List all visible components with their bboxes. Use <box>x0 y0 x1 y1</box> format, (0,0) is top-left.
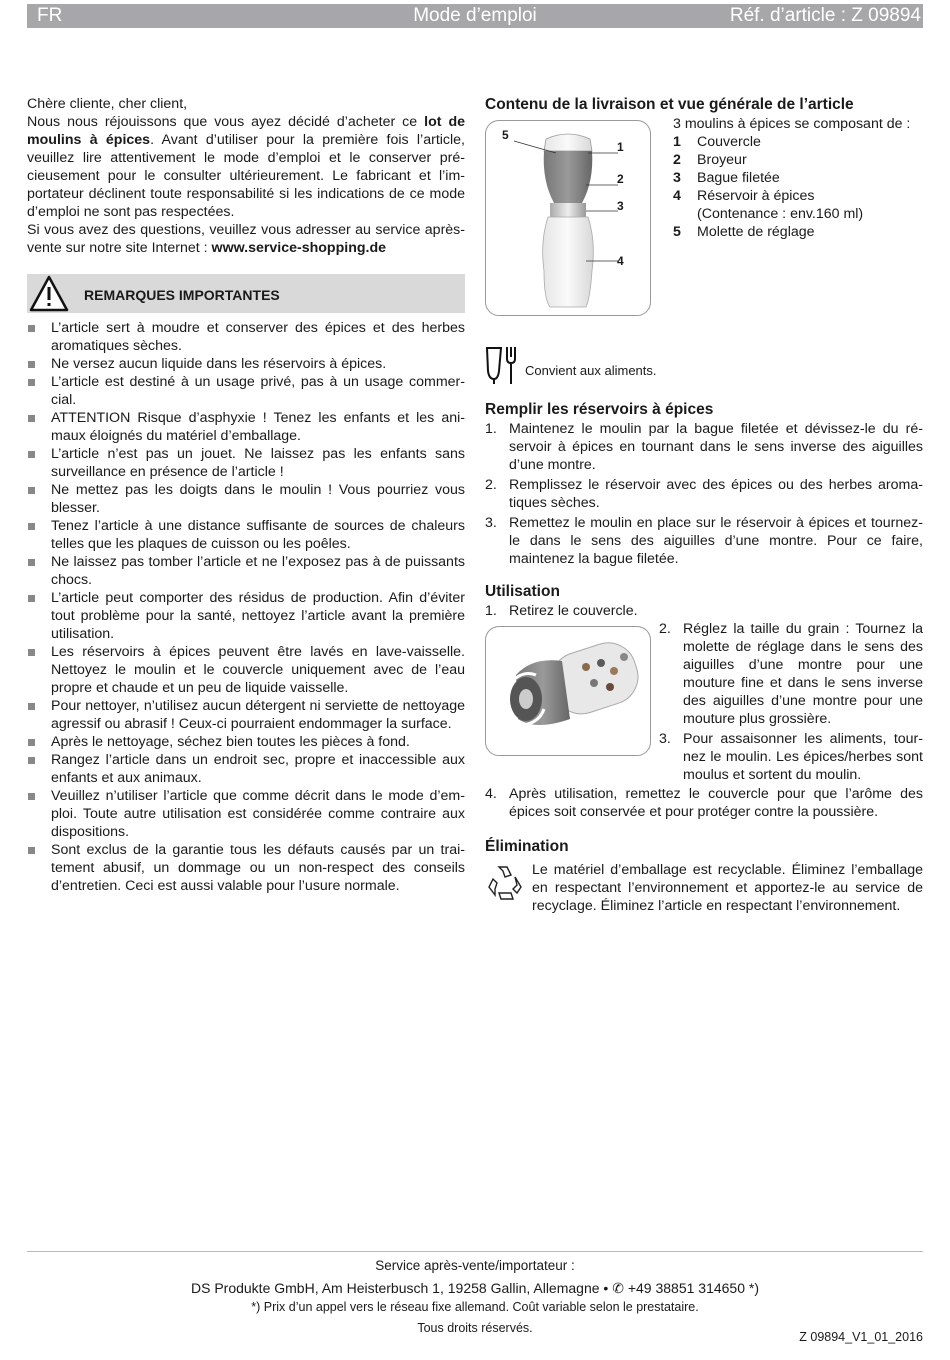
header-ref: Réf. d’article : Z 09894 <box>729 5 921 26</box>
food-safe-note <box>485 345 657 390</box>
footer-note: *) Prix d’un appel vers le réseau fixe allemand. Coût variable selon le prestataire. <box>251 1300 699 1314</box>
contents-title: Contenu de la livraison et vue générale de l’article <box>485 96 854 113</box>
fig-label-2: 2 <box>617 172 624 186</box>
part-number: 1 <box>673 134 681 150</box>
fig-label-3: 3 <box>617 199 624 213</box>
fill-title: Remplir les réservoirs à épices <box>485 401 714 418</box>
warning-item: Ne versez aucun liquide dans les réservoirs à épices. <box>27 355 465 373</box>
warning-item: Tenez l’article à une distance suffisante de sources de chaleurs telles que les plaques de cuisson ou les poêles. <box>27 517 465 553</box>
warning-item: Sont exclus de la garantie tous les défauts causés par un traitement abusif, un dommage ou un non-respect des conseils d’entretien. Ceci est aussi valable pour l’usure normale. <box>27 841 465 895</box>
part-label: Broyeur <box>697 152 747 168</box>
warning-item: Veuillez n’utiliser l’article que comme décrit dans le mode d’emploi. Toute autre utilisation est considérée comme contraire aux dispositions. <box>27 787 465 841</box>
disposal-title: Élimination <box>485 838 569 855</box>
footer-rights: Tous droits réservés. <box>417 1321 533 1335</box>
disposal-text: Le matériel d’emballage est recyclable. Éliminez l’emballage en respectant l’environnement et apportez-le au service de recyclage. Éliminez l’article en respectant l’environnement. <box>532 862 923 914</box>
fill-section <box>485 400 923 568</box>
product-name: lot de moulins à épices <box>27 114 465 148</box>
part-item <box>673 169 923 187</box>
header-bar <box>27 4 923 28</box>
part-number <box>673 205 697 223</box>
warning-header <box>27 274 465 313</box>
disposal-section <box>485 837 923 915</box>
service-link[interactable]: www.service-shopping.de <box>211 240 387 256</box>
grinder-illustration <box>486 121 650 315</box>
usage-step: 1. Retirez le couvercle. <box>485 603 638 619</box>
part-item <box>673 151 923 169</box>
parts-list <box>673 115 923 241</box>
usage-step: 4. Après utilisation, remettez le couvercle pour que l’arôme des épices soit conservée et pour protéger contre la poussière. <box>485 786 923 820</box>
parts-intro: 3 moulins à épices se composant de : <box>673 116 911 132</box>
part-number: 5 <box>673 224 681 240</box>
usage-steps-1 <box>485 602 923 620</box>
footer-version: Z 09894_V1_01_2016 <box>799 1330 923 1344</box>
warning-item: Ne mettez pas les doigts dans le moulin ! Vous pourriez vous blesser. <box>27 481 465 517</box>
warning-item: Ne laissez pas tomber l’article et ne l’exposez pas à de puissants chocs. <box>27 553 465 589</box>
part-number: 2 <box>673 152 681 168</box>
usage-step: 3. Pour assaisonner les aliments, tournez le moulin. Les épices/herbes sont moulus et sortent du moulin. <box>659 731 923 783</box>
part-item <box>673 223 923 241</box>
warning-triangle-icon <box>29 275 69 312</box>
right-column <box>485 95 923 914</box>
greeting: Chère cliente, cher client, <box>27 96 188 112</box>
usage-title: Utilisation <box>485 583 560 600</box>
warning-title: REMARQUES IMPORTANTES <box>84 287 280 303</box>
usage-step: 2. Réglez la taille du grain : Tournez la molette de réglage dans le sens des aiguilles d’une montre pour une mouture fine et dans le sens inverse des aiguilles d’une montre pour une mouture plus grossière. <box>659 621 923 727</box>
part-label: (Contenance : env.160 ml) <box>697 206 864 222</box>
fig-label-1: 1 <box>617 140 624 154</box>
fig-label-5: 5 <box>502 128 509 142</box>
fill-steps <box>485 420 923 568</box>
usage-steps-3 <box>485 785 923 821</box>
usage-steps-2 <box>659 620 923 784</box>
warning-item: L’article est destiné à un usage privé, pas à un usage commercial. <box>27 373 465 409</box>
fig-label-4: 4 <box>617 254 624 268</box>
part-item <box>673 205 923 223</box>
fill-step: 2. Remplissez le réservoir avec des épices ou des herbes aromatiques sèches. <box>485 477 923 511</box>
left-column <box>27 95 465 895</box>
part-label: Réservoir à épices <box>697 188 815 204</box>
warning-list <box>27 319 465 895</box>
warning-item: L’article n’est pas un jouet. Ne laissez pas les enfants sans surveillance en présence de l’article ! <box>27 445 465 481</box>
part-label: Molette de réglage <box>697 224 815 240</box>
warning-item: ATTENTION Risque d’asphyxie ! Tenez les enfants et les animaux éloignés du matériel d’emballage. <box>27 409 465 445</box>
footer-divider <box>27 1251 923 1252</box>
usage-section <box>485 582 923 820</box>
usage-figure <box>485 626 651 756</box>
warning-item: Les réservoirs à épices peuvent être lavés en lave-vaisselle. Nettoyez le moulin et le couvercle uniquement avec de l’eau propre et chaude et un peu de liquide vaisselle. <box>27 643 465 697</box>
part-item <box>673 187 923 205</box>
fill-step: 1. Maintenez le moulin par la bague filetée et dévissez-le du réservoir à épices en tournant dans le sens inverse des aiguilles d’une montre. <box>485 421 923 473</box>
product-figure <box>485 120 651 316</box>
service-paragraph: Si vous avez des questions, veuillez vous adresser au service après-vente sur notre site Internet : www.service-shopping.de <box>27 222 465 256</box>
fill-step: 3. Remettez le moulin en place sur le réservoir à épices et tournez-le dans le sens des aiguilles d’une montre. Pour ce faire, maintenez la bague filetée. <box>485 515 923 567</box>
grinder-side-illustration <box>486 627 650 755</box>
warning-item: L’article peut comporter des résidus de production. Afin d’éviter tout problème pour la santé, nettoyez l’article avant la première utilisation. <box>27 589 465 643</box>
part-number: 4 <box>673 188 681 204</box>
warning-item: Pour nettoyer, n’utilisez aucun détergent ni serviette de nettoyage agressif ou abrasif ! Ceux-ci pourraient endommager la surface. <box>27 697 465 733</box>
warning-item: Après le nettoyage, séchez bien toutes les pièces à fond. <box>27 733 465 751</box>
warning-item: L’article sert à moudre et conserver des épices et des herbes aromatiques sèches. <box>27 319 465 355</box>
part-label: Bague filetée <box>697 170 780 186</box>
warning-item: Rangez l’article dans un endroit sec, propre et inaccessible aux enfants et aux animaux. <box>27 751 465 787</box>
part-number: 3 <box>673 170 681 186</box>
part-label: Couvercle <box>697 134 761 150</box>
header-title: Mode d’emploi <box>413 5 537 26</box>
food-safe-icon <box>485 345 521 385</box>
part-item <box>673 133 923 151</box>
header-lang: FR <box>37 5 63 26</box>
intro-paragraph: Nous nous réjouissons que vous ayez décidé d’acheter ce lot de moulins à épices. Avant d’utiliser pour la première fois l’article, veuillez lire attentivement le mode d’emploi et le conserver précieusement pour le consulter ultérieurement. Le fabricant et l’importateur déclinent toute responsabilité si les indications de ce mode d’emploi ne sont pas respectées. <box>27 114 465 220</box>
footer-service: Service après-vente/importateur : <box>375 1258 575 1273</box>
food-safe-text: Convient aux aliments. <box>525 363 657 378</box>
footer-address: DS Produkte GmbH, Am Heisterbusch 1, 19258 Gallin, Allemagne • ✆ +49 38851 314650 *) <box>190 1280 759 1296</box>
recycle-icon <box>485 863 527 903</box>
